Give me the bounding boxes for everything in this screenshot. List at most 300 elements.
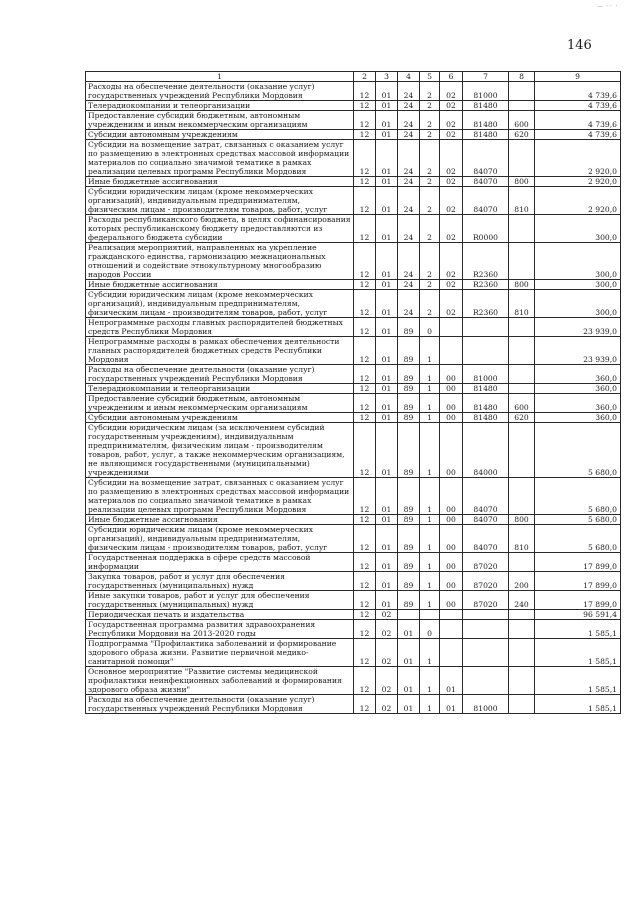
- description-cell: Расходы на обеспечение деятельности (оказание услуг) государственных учреждений Республики Мордовия: [86, 365, 354, 384]
- code-cell: 810: [509, 290, 535, 318]
- table-row: [86, 215, 621, 243]
- code-cell: 87020: [463, 572, 509, 591]
- table-row: [86, 101, 621, 111]
- code-cell: 1: [420, 337, 440, 365]
- code-cell: 1: [420, 423, 440, 478]
- code-cell: 01: [376, 130, 398, 140]
- description-cell: Предоставление субсидий бюджетным, автономным учреждениям и иным некоммерческим организациям: [86, 111, 354, 130]
- code-cell: 12: [354, 318, 376, 337]
- amount-cell: 300,0: [535, 215, 621, 243]
- description-cell: Телерадиокомпании и телеорганизации: [86, 384, 354, 394]
- header-cell: 8: [509, 72, 535, 82]
- code-cell: [509, 337, 535, 365]
- code-cell: 02: [376, 695, 398, 714]
- code-cell: 01: [376, 337, 398, 365]
- code-cell: [463, 639, 509, 667]
- code-cell: 1: [420, 525, 440, 553]
- amount-cell: 360,0: [535, 365, 621, 384]
- code-cell: [509, 610, 535, 620]
- description-cell: Периодическая печать и издательства: [86, 610, 354, 620]
- code-cell: 00: [440, 394, 463, 413]
- code-cell: 02: [440, 82, 463, 101]
- code-cell: 1: [420, 591, 440, 610]
- code-cell: 24: [398, 177, 420, 187]
- code-cell: 01: [376, 243, 398, 280]
- code-cell: [440, 610, 463, 620]
- header-cell: 4: [398, 72, 420, 82]
- code-cell: 2: [420, 177, 440, 187]
- code-cell: R0000: [463, 215, 509, 243]
- amount-cell: 360,0: [535, 413, 621, 423]
- code-cell: 01: [376, 140, 398, 177]
- table-row: [86, 365, 621, 384]
- amount-cell: 1 585,1: [535, 639, 621, 667]
- code-cell: 24: [398, 280, 420, 290]
- code-cell: 02: [440, 290, 463, 318]
- description-cell: Субсидии на возмещение затрат, связанных с оказанием услуг по размещению в электронных средствах массовой информации материалов по социально значимой тематике в рамках реализации целевых программ Республики Мордовия: [86, 478, 354, 515]
- code-cell: 89: [398, 394, 420, 413]
- code-cell: 02: [440, 130, 463, 140]
- header-cell: 5: [420, 72, 440, 82]
- description-cell: Предоставление субсидий бюджетным, автономным учреждениям и иным некоммерческим организациям: [86, 394, 354, 413]
- code-cell: 12: [354, 111, 376, 130]
- code-cell: 12: [354, 187, 376, 215]
- description-cell: Расходы республиканского бюджета, в целях софинансирования которых республиканскому бюджету предоставляются из федерального бюджета субсидии: [86, 215, 354, 243]
- amount-cell: 96 591,4: [535, 610, 621, 620]
- code-cell: 84070: [463, 515, 509, 525]
- code-cell: 00: [440, 365, 463, 384]
- code-cell: 2: [420, 187, 440, 215]
- code-cell: [509, 423, 535, 478]
- code-cell: 84070: [463, 140, 509, 177]
- code-cell: 01: [376, 553, 398, 572]
- amount-cell: 2 920,0: [535, 177, 621, 187]
- code-cell: 12: [354, 365, 376, 384]
- code-cell: 81000: [463, 365, 509, 384]
- table-row: [86, 478, 621, 515]
- header-cell: 7: [463, 72, 509, 82]
- code-cell: 01: [376, 365, 398, 384]
- header-cell: 3: [376, 72, 398, 82]
- code-cell: 81000: [463, 82, 509, 101]
- code-cell: [509, 478, 535, 515]
- code-cell: [463, 318, 509, 337]
- code-cell: 00: [440, 384, 463, 394]
- code-cell: R2360: [463, 280, 509, 290]
- code-cell: 12: [354, 130, 376, 140]
- code-cell: 12: [354, 423, 376, 478]
- code-cell: [509, 667, 535, 695]
- code-cell: 12: [354, 553, 376, 572]
- table-row: [86, 610, 621, 620]
- table-row: [86, 591, 621, 610]
- code-cell: 1: [420, 572, 440, 591]
- code-cell: [509, 101, 535, 111]
- code-cell: 81480: [463, 413, 509, 423]
- header-cell: 6: [440, 72, 463, 82]
- description-cell: Закупка товаров, работ и услуг для обеспечения государственных (муниципальных) нужд: [86, 572, 354, 591]
- code-cell: 800: [509, 515, 535, 525]
- code-cell: 12: [354, 394, 376, 413]
- code-cell: 24: [398, 111, 420, 130]
- code-cell: 01: [398, 639, 420, 667]
- table-row: [86, 525, 621, 553]
- amount-cell: 17 899,0: [535, 553, 621, 572]
- code-cell: 02: [376, 620, 398, 639]
- code-cell: 87020: [463, 591, 509, 610]
- table-row: [86, 187, 621, 215]
- code-cell: 810: [509, 525, 535, 553]
- code-cell: 600: [509, 111, 535, 130]
- table-row: [86, 140, 621, 177]
- code-cell: 12: [354, 243, 376, 280]
- code-cell: 01: [398, 667, 420, 695]
- code-cell: 01: [440, 695, 463, 714]
- header-cell: 2: [354, 72, 376, 82]
- code-cell: 2: [420, 82, 440, 101]
- description-cell: Непрограммные расходы в рамках обеспечения деятельности главных распорядителей бюджетных средств Республики Мордовия: [86, 337, 354, 365]
- page-number: 146: [567, 38, 592, 53]
- table-header-row: [86, 72, 621, 82]
- code-cell: 12: [354, 140, 376, 177]
- description-cell: Непрограммные расходы главных распорядителей бюджетных средств Республики Мордовия: [86, 318, 354, 337]
- table-row: [86, 243, 621, 280]
- code-cell: 81480: [463, 111, 509, 130]
- description-cell: Субсидии автономным учреждениям: [86, 413, 354, 423]
- code-cell: 1: [420, 639, 440, 667]
- table-row: [86, 695, 621, 714]
- code-cell: [509, 365, 535, 384]
- code-cell: 89: [398, 384, 420, 394]
- code-cell: [509, 243, 535, 280]
- code-cell: 12: [354, 695, 376, 714]
- code-cell: [398, 610, 420, 620]
- code-cell: 1: [420, 695, 440, 714]
- table-body: [86, 82, 621, 714]
- code-cell: 12: [354, 384, 376, 394]
- code-cell: 12: [354, 591, 376, 610]
- amount-cell: 5 680,0: [535, 515, 621, 525]
- description-cell: Иные бюджетные ассигнования: [86, 515, 354, 525]
- code-cell: 89: [398, 423, 420, 478]
- amount-cell: 1 585,1: [535, 667, 621, 695]
- code-cell: 01: [376, 572, 398, 591]
- description-cell: Подпрограмма "Профилактика заболеваний и формирование здорового образа жизни. Развитие первичной медико-санитарной помощи": [86, 639, 354, 667]
- code-cell: 81000: [463, 695, 509, 714]
- description-cell: Субсидии юридическим лицам (кроме некоммерческих организаций), индивидуальным предпринимателям, физическим лицам - производителям товаров, работ, услуг: [86, 187, 354, 215]
- code-cell: [509, 384, 535, 394]
- code-cell: 24: [398, 243, 420, 280]
- code-cell: 89: [398, 478, 420, 515]
- table-row: [86, 290, 621, 318]
- description-cell: Иные закупки товаров, работ и услуг для обеспечения государственных (муниципальных) нужд: [86, 591, 354, 610]
- amount-cell: 360,0: [535, 384, 621, 394]
- amount-cell: 5 680,0: [535, 525, 621, 553]
- code-cell: 01: [376, 101, 398, 111]
- code-cell: 24: [398, 215, 420, 243]
- description-cell: Субсидии на возмещение затрат, связанных с оказанием услуг по размещению в электронных средствах массовой информации материалов по социально значимой тематике в рамках реализации целевых программ Республики Мордовия: [86, 140, 354, 177]
- code-cell: 12: [354, 525, 376, 553]
- code-cell: 02: [440, 187, 463, 215]
- code-cell: 01: [376, 177, 398, 187]
- amount-cell: 4 739,6: [535, 101, 621, 111]
- table-row: [86, 337, 621, 365]
- code-cell: 24: [398, 187, 420, 215]
- code-cell: 01: [376, 111, 398, 130]
- description-cell: Субсидии юридическим лицам (кроме некоммерческих организаций), индивидуальным предпринимателям, физическим лицам - производителям товаров, работ, услуг: [86, 525, 354, 553]
- code-cell: 01: [398, 695, 420, 714]
- code-cell: 00: [440, 413, 463, 423]
- code-cell: 810: [509, 187, 535, 215]
- code-cell: 24: [398, 140, 420, 177]
- code-cell: 2: [420, 280, 440, 290]
- code-cell: 84070: [463, 525, 509, 553]
- header-cell: 1: [86, 72, 354, 82]
- code-cell: 01: [376, 591, 398, 610]
- code-cell: 00: [440, 591, 463, 610]
- code-cell: 84000: [463, 423, 509, 478]
- description-cell: Основное мероприятие "Развитие системы медицинской профилактики неинфекционных заболеваний и формирования здорового образа жизни": [86, 667, 354, 695]
- code-cell: 240: [509, 591, 535, 610]
- code-cell: 00: [440, 525, 463, 553]
- description-cell: Иные бюджетные ассигнования: [86, 280, 354, 290]
- table-row: [86, 572, 621, 591]
- code-cell: 02: [376, 610, 398, 620]
- description-cell: Иные бюджетные ассигнования: [86, 177, 354, 187]
- code-cell: 12: [354, 478, 376, 515]
- description-cell: Государственная поддержка в сфере средств массовой информации: [86, 553, 354, 572]
- description-cell: Расходы на обеспечение деятельности (оказание услуг) государственных учреждений Республики Мордовия: [86, 695, 354, 714]
- code-cell: 02: [440, 140, 463, 177]
- code-cell: 02: [440, 215, 463, 243]
- code-cell: 02: [440, 101, 463, 111]
- code-cell: [420, 610, 440, 620]
- code-cell: [440, 639, 463, 667]
- amount-cell: 300,0: [535, 290, 621, 318]
- code-cell: 89: [398, 337, 420, 365]
- code-cell: 00: [440, 515, 463, 525]
- code-cell: 89: [398, 413, 420, 423]
- code-cell: [440, 318, 463, 337]
- code-cell: 620: [509, 413, 535, 423]
- amount-cell: 23 939,0: [535, 318, 621, 337]
- description-cell: Государственная программа развития здравоохранения Республики Мордовия на 2013-2020 годы: [86, 620, 354, 639]
- amount-cell: 2 920,0: [535, 187, 621, 215]
- code-cell: 24: [398, 101, 420, 111]
- amount-cell: 300,0: [535, 280, 621, 290]
- code-cell: 01: [376, 413, 398, 423]
- code-cell: 81480: [463, 384, 509, 394]
- amount-cell: 1 585,1: [535, 620, 621, 639]
- code-cell: 01: [376, 423, 398, 478]
- code-cell: 1: [420, 478, 440, 515]
- code-cell: 02: [440, 243, 463, 280]
- code-cell: 2: [420, 140, 440, 177]
- table-row: [86, 384, 621, 394]
- code-cell: 12: [354, 667, 376, 695]
- code-cell: 89: [398, 525, 420, 553]
- code-cell: 1: [420, 515, 440, 525]
- code-cell: 01: [376, 394, 398, 413]
- code-cell: 12: [354, 101, 376, 111]
- code-cell: [463, 620, 509, 639]
- amount-cell: 23 939,0: [535, 337, 621, 365]
- code-cell: 1: [420, 667, 440, 695]
- code-cell: 2: [420, 111, 440, 130]
- description-cell: Субсидии юридическим лицам (за исключением субсидий государственным учреждениям), индивидуальным предпринимателям, физическим лицам - производителям товаров, работ, услуг, а также некоммерческим организациям, не являющимся государственными (муниципальными) учреждениями: [86, 423, 354, 478]
- code-cell: 12: [354, 337, 376, 365]
- code-cell: [509, 140, 535, 177]
- code-cell: 1: [420, 394, 440, 413]
- code-cell: [509, 639, 535, 667]
- code-cell: 01: [376, 215, 398, 243]
- code-cell: 2: [420, 101, 440, 111]
- code-cell: [509, 553, 535, 572]
- code-cell: 200: [509, 572, 535, 591]
- code-cell: 12: [354, 280, 376, 290]
- header-cell: 9: [535, 72, 621, 82]
- code-cell: 0: [420, 620, 440, 639]
- code-cell: 12: [354, 82, 376, 101]
- amount-cell: 1 585,1: [535, 695, 621, 714]
- code-cell: 02: [376, 639, 398, 667]
- code-cell: 01: [376, 525, 398, 553]
- description-cell: Субсидии автономным учреждениям: [86, 130, 354, 140]
- code-cell: 24: [398, 130, 420, 140]
- amount-cell: 360,0: [535, 394, 621, 413]
- code-cell: [463, 667, 509, 695]
- table-row: [86, 82, 621, 101]
- code-cell: 00: [440, 572, 463, 591]
- code-cell: 02: [440, 280, 463, 290]
- table-row: [86, 318, 621, 337]
- table-row: [86, 553, 621, 572]
- description-cell: Телерадиокомпании и телеорганизации: [86, 101, 354, 111]
- table-row: [86, 667, 621, 695]
- code-cell: 800: [509, 280, 535, 290]
- amount-cell: 4 739,6: [535, 82, 621, 101]
- code-cell: 01: [376, 478, 398, 515]
- code-cell: 12: [354, 413, 376, 423]
- code-cell: 12: [354, 610, 376, 620]
- code-cell: [463, 337, 509, 365]
- code-cell: 01: [398, 620, 420, 639]
- code-cell: 01: [376, 280, 398, 290]
- description-cell: Субсидии юридическим лицам (кроме некоммерческих организаций), индивидуальным предпринимателям, физическим лицам - производителям товаров, работ, услуг: [86, 290, 354, 318]
- table-row: [86, 423, 621, 478]
- table-row: [86, 515, 621, 525]
- scan-corner-mark: — ·· ·: [597, 3, 619, 10]
- code-cell: 89: [398, 365, 420, 384]
- amount-cell: 17 899,0: [535, 591, 621, 610]
- code-cell: 600: [509, 394, 535, 413]
- amount-cell: 5 680,0: [535, 423, 621, 478]
- amount-cell: 4 739,6: [535, 130, 621, 140]
- amount-cell: 5 680,0: [535, 478, 621, 515]
- code-cell: 620: [509, 130, 535, 140]
- amount-cell: 17 899,0: [535, 572, 621, 591]
- amount-cell: 300,0: [535, 243, 621, 280]
- code-cell: 89: [398, 515, 420, 525]
- code-cell: 24: [398, 82, 420, 101]
- code-cell: 12: [354, 639, 376, 667]
- code-cell: 01: [376, 318, 398, 337]
- code-cell: 84070: [463, 177, 509, 187]
- code-cell: 2: [420, 290, 440, 318]
- code-cell: 01: [376, 384, 398, 394]
- code-cell: R2360: [463, 243, 509, 280]
- code-cell: 12: [354, 177, 376, 187]
- code-cell: 84070: [463, 187, 509, 215]
- code-cell: 01: [376, 82, 398, 101]
- code-cell: 87020: [463, 553, 509, 572]
- code-cell: 12: [354, 515, 376, 525]
- code-cell: 2: [420, 130, 440, 140]
- code-cell: 01: [376, 290, 398, 318]
- code-cell: [509, 695, 535, 714]
- code-cell: 02: [440, 111, 463, 130]
- code-cell: [440, 620, 463, 639]
- code-cell: [509, 82, 535, 101]
- code-cell: 89: [398, 572, 420, 591]
- code-cell: 89: [398, 318, 420, 337]
- code-cell: 800: [509, 177, 535, 187]
- code-cell: [440, 337, 463, 365]
- code-cell: [509, 215, 535, 243]
- code-cell: 02: [376, 667, 398, 695]
- code-cell: 2: [420, 215, 440, 243]
- amount-cell: 4 739,6: [535, 111, 621, 130]
- table-row: [86, 280, 621, 290]
- code-cell: 84070: [463, 478, 509, 515]
- code-cell: 24: [398, 290, 420, 318]
- code-cell: 02: [440, 177, 463, 187]
- table-row: [86, 413, 621, 423]
- code-cell: 00: [440, 478, 463, 515]
- table-row: [86, 620, 621, 639]
- table-row: [86, 639, 621, 667]
- code-cell: 89: [398, 591, 420, 610]
- code-cell: 01: [440, 667, 463, 695]
- code-cell: 12: [354, 290, 376, 318]
- code-cell: 01: [376, 187, 398, 215]
- code-cell: 12: [354, 620, 376, 639]
- code-cell: 1: [420, 365, 440, 384]
- table-row: [86, 177, 621, 187]
- code-cell: [509, 620, 535, 639]
- table-row: [86, 111, 621, 130]
- code-cell: 1: [420, 413, 440, 423]
- code-cell: [463, 610, 509, 620]
- code-cell: 00: [440, 423, 463, 478]
- code-cell: 89: [398, 553, 420, 572]
- table-row: [86, 130, 621, 140]
- code-cell: 12: [354, 215, 376, 243]
- code-cell: 00: [440, 553, 463, 572]
- code-cell: 81480: [463, 394, 509, 413]
- description-cell: Расходы на обеспечение деятельности (оказание услуг) государственных учреждений Республики Мордовия: [86, 82, 354, 101]
- budget-table: [85, 71, 621, 714]
- code-cell: 1: [420, 384, 440, 394]
- code-cell: R2360: [463, 290, 509, 318]
- code-cell: 1: [420, 553, 440, 572]
- code-cell: [509, 318, 535, 337]
- code-cell: 2: [420, 243, 440, 280]
- code-cell: 81480: [463, 101, 509, 111]
- description-cell: Реализация мероприятий, направленных на укрепление гражданского единства, гармонизацию межнациональных отношений и содействие этнокультурному многообразию народов России: [86, 243, 354, 280]
- code-cell: 0: [420, 318, 440, 337]
- code-cell: 81480: [463, 130, 509, 140]
